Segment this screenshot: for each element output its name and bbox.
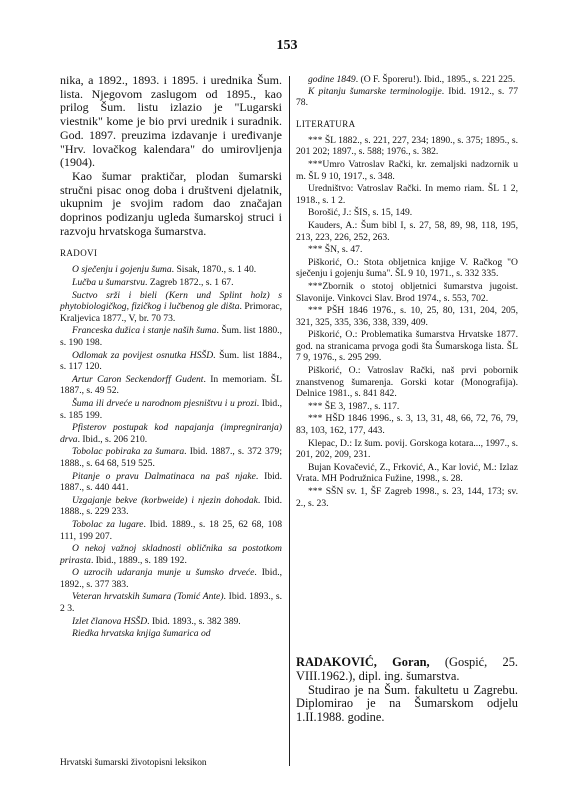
reference-title: Pitanje o pravu Dalmatinaca na paš njake (72, 470, 256, 482)
reference-item (60, 398, 282, 421)
reference-details: . Šum. list 1884., s. 117 120. (60, 349, 282, 373)
bio-paragraph-2: Kao šumar praktičar, plodan šumarski stručni pisac onog doba i društveni djelatnik, ukupnim je svojim radom dao značajan doprinos podizanju ugleda šumarskoj struci i razvoju hrvatskoga šumarstva. (60, 168, 282, 238)
left-column (60, 74, 282, 641)
literature-item: *** HŠD 1846 1996., s. 3, 13, 31, 48, 66, 72, 76, 79, 83, 103, 162, 177, 443. (296, 413, 518, 437)
column-divider (289, 76, 290, 766)
reference-item (60, 264, 282, 276)
reference-details: . Ibid., s. 206 210. (77, 433, 148, 445)
reference-item (60, 422, 282, 445)
reference-item (60, 591, 282, 614)
reference-item (296, 86, 518, 109)
reference-item (60, 290, 282, 325)
biography-text (60, 74, 282, 238)
reference-title: Riedka hrvatska knjiga šumarica od (72, 628, 211, 640)
reference-title: Suctvo srži i bieli (Kern und Splint holz) s phytobiologičkog, fizičkog i lučbenog gle dišta (60, 289, 282, 313)
reference-details: . In memoriam. ŠL 1887., s. 49 52. (60, 373, 282, 397)
reference-title: Tobolac za lugare (72, 518, 144, 530)
literatura-list (296, 135, 518, 509)
reference-details: . Šum. list 1880., s. 190 198. (60, 325, 282, 348)
literature-item: *** ŠN, s. 47. (308, 244, 363, 256)
footer: Hrvatski šumarski životopisni leksikon (60, 758, 207, 768)
reference-title: godine 1849 (308, 74, 356, 85)
reference-details: . Zagreb 1872., s. 1 67. (145, 277, 234, 289)
literature-item: ***Zbornik o stotoj obljetnici šumarstva jugoist. Slavonije. Vinkovci Slav. Brod 1974., s. 553, 702. (296, 280, 518, 304)
reference-title: Šuma ili drveće u narodnom pjesništvu i u prozi (72, 397, 257, 409)
reference-details: . Ibid. 1888., s. 229 233. (60, 494, 282, 518)
literature-item: Piškorić, O.: Vatroslav Rački, naš prvi pobornik znanstvenog šumarenja. Gorski kotar (Monografija). Delnice 1981., s. 841 842. (296, 365, 518, 400)
reference-details: . Ibid. 1887., s. 372 379; 1888., s. 64 68, 519 525. (60, 446, 283, 469)
entry-header-rest: (Gospić, 25. VIII.1962.), dipl. ing. šumarstva. (296, 655, 519, 683)
reference-item (60, 471, 282, 494)
reference-title: Tobolac pobiraka za šumara (72, 446, 185, 458)
reference-title: K pitanju šumarske terminologije (308, 85, 442, 97)
radovi-list (60, 264, 282, 639)
reference-details: . Sisak, 1870., s. 1 40. (171, 264, 257, 276)
literature-item: ***Umro Vatroslav Rački, kr. zemaljski nadzornik u m. ŠL 9 10, 1917., s. 348. (296, 158, 518, 182)
reference-item (60, 543, 282, 566)
literature-item: *** PŠH 1846 1976., s. 10, 25, 80, 131, 204, 205, 321, 325, 335, 336, 338, 339, 409. (296, 305, 518, 328)
reference-item (60, 325, 282, 348)
reference-title: Veteran hrvatskih šumara (Tomić Ante) (72, 591, 224, 603)
reference-title: Lučba u šumarstvu (72, 277, 146, 289)
reference-item (60, 628, 282, 640)
literature-item: *** ŠL 1882., s. 221, 227, 234; 1890., s. 375; 1895., s. 201 202; 1897., s. 588; 1976., s. 382. (296, 134, 518, 158)
reference-title: Izlet članova HSŠD (72, 615, 148, 627)
reference-item (60, 350, 282, 373)
reference-title: Pfisterov postupak kod napajanja (impregniranja) drva (60, 422, 282, 445)
reference-details: . Primorac, Kraljevica 1877., V, br. 70 73. (60, 301, 282, 324)
reference-item (60, 374, 282, 397)
literature-item: *** ŠE 3, 1987., s. 117. (308, 400, 400, 412)
bio-paragraph-1: nika, a 1892., 1893. i 1895. i urednika Šum. lista. Njegovom zaslugom od 1895., kao prilog Šum. listu izlazio je "Lugarski viestnik" kome je bio prvi urednik i suradnik. God. 1897. preuzima izdavanje i uređivanje "Hrv. lovačkog kalendara" do umirovljenja (1904). (60, 73, 282, 170)
reference-item (60, 567, 282, 590)
literature-item: Piškorić, O.: Stota obljetnica knjige V. Račkog "O sječenju i gojenju šuma". ŠL 9 10, 1971., s. 332 335. (296, 256, 518, 280)
literature-item: *** SŠN sv. 1, ŠF Zagreb 1998., s. 23, 144, 173; sv. 2., s. 23. (296, 486, 518, 509)
reference-details: . Ibid., 1892., s. 377 383. (60, 567, 282, 590)
reference-title: Uzgajanje bekve (korbweide) i njezin dohodak (72, 494, 258, 506)
reference-details: . Ibid. 1893., s. 382 389. (147, 615, 241, 627)
reference-details: . Ibid. 1893., s. 2 3. (60, 591, 282, 615)
literature-item: Piškorić, O.: Problematika šumarstva Hrvatske 1877. god. na stranicama prvoga godi šta Šumarskoga lista. ŠL 7 9, 1976., s. 295 299. (296, 329, 518, 364)
reference-title: Artur Caron Seckendorff Gudent (72, 373, 204, 385)
reference-item (60, 446, 282, 469)
reference-details: . Ibid., s. 185 199. (60, 397, 282, 421)
entry-name: RADAKOVIĆ, Goran, (296, 655, 430, 669)
reference-details: . Ibid. 1889., s. 18 25, 62 68, 108 111, 199 207. (60, 518, 282, 542)
reference-title: Odlomak za povijest osnutka HSŠD (72, 349, 214, 361)
right-column (296, 74, 518, 510)
page-number: 153 (276, 38, 298, 53)
literature-item: Uredništvo: Vatroslav Rački. In memo riam. ŠL 1 2, 1918., s. 1 2. (296, 183, 518, 206)
entry-text: Studirao je na Šum. fakultetu u Zagrebu. Diplomirao je na Šumarskom odjelu 1.II.1988. godine. (296, 682, 518, 725)
reference-item (60, 519, 282, 542)
reference-details: . Ibid., 1889., s. 189 192. (90, 554, 187, 566)
reference-title: Franceska dužica i stanje naših šuma (72, 325, 217, 337)
literature-item: Kauders, A.: Šum bibl I, s. 27, 58, 89, 98, 118, 195, 213, 223, 226, 252, 263. (296, 219, 518, 243)
literatura-heading: LITERATURA (296, 118, 356, 129)
reference-details: . (O F. Šporeru!). Ibid., 1895., s. 221 225. (355, 74, 516, 85)
radovi-heading: RADOVI (60, 248, 98, 259)
reference-item (60, 616, 282, 628)
reference-item (296, 74, 518, 86)
radovi-continuation (296, 74, 518, 109)
reference-title: O uzrocih udaranja munje u šumsko drveće (72, 567, 255, 579)
reference-details: . Ibid. 1912., s. 77 78. (296, 85, 518, 109)
entry-radakovic (296, 656, 518, 725)
reference-title: O sječenju i gojenju šuma (72, 264, 172, 276)
literature-item: Borošić, J.: ŠIS, s. 15, 149. (308, 207, 413, 219)
literature-item: Klepac, D.: Iz šum. povij. Gorskoga kotara..., 1997., s. 201, 202, 209, 231. (296, 437, 518, 461)
literature-item: Bujan Kovačević, Z., Frković, A., Kar lović, M.: Izlaz Vrata. MH Podružnica Fužine, 1998., s. 28. (296, 461, 518, 485)
reference-item (60, 495, 282, 518)
entry-header (296, 656, 518, 684)
reference-details: . Ibid. 1887., s. 440 441. (60, 470, 282, 494)
reference-item (60, 277, 282, 289)
reference-title: O nekoj važnoj skladnosti obličnika sa postotkom prirasta (60, 543, 282, 566)
